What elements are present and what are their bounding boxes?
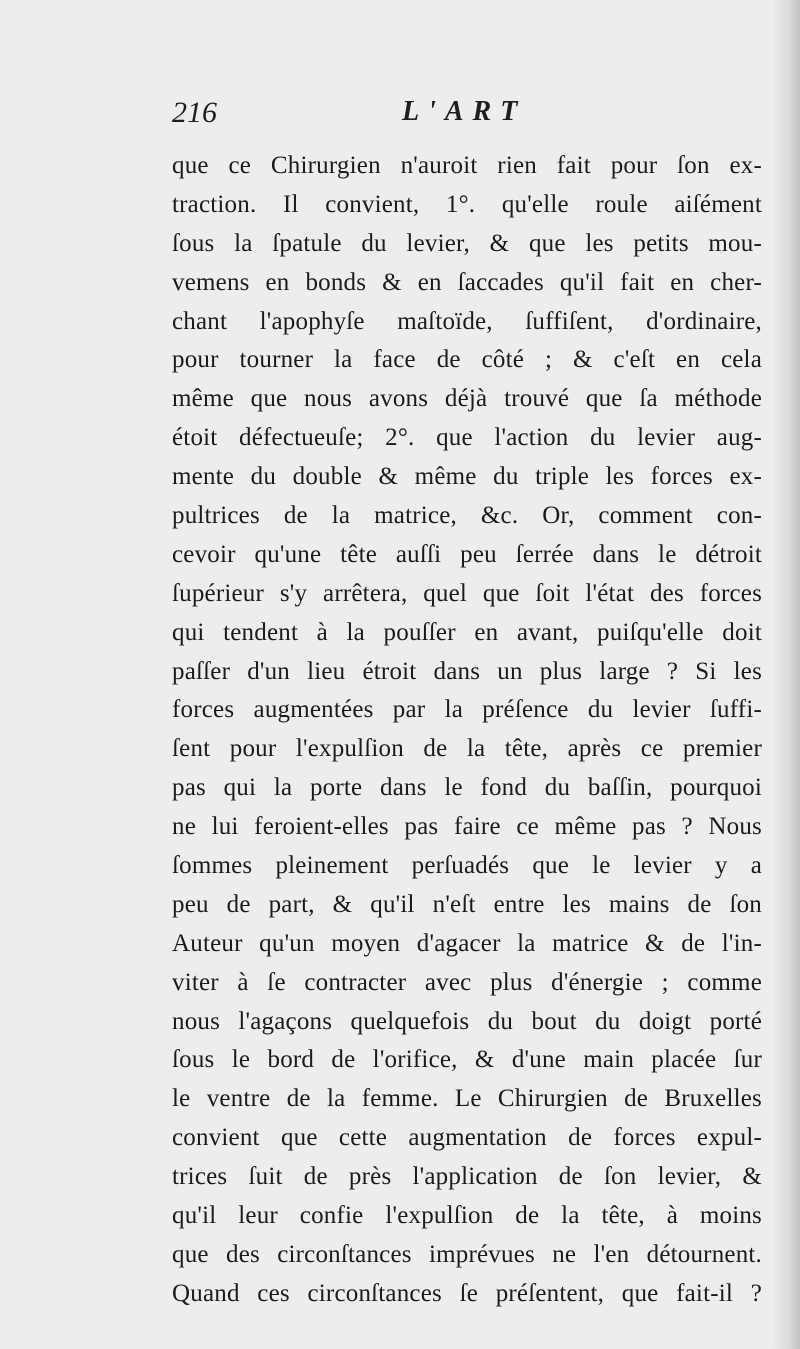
text-line: qu'il leur confie l'expulſion de la tête, à moins <box>172 1202 762 1230</box>
text-line: ſous la ſpatule du levier, & que les petits mou- <box>172 229 762 257</box>
text-line: cevoir qu'une tête auſſi peu ſerrée dans le détroit <box>172 540 762 568</box>
text-line: trices ſuit de près l'application de ſon levier, & <box>172 1163 762 1191</box>
text-line: convient que cette augmentation de forces expul- <box>172 1124 762 1152</box>
text-line: traction. Il convient, 1°. qu'elle roule aiſément <box>172 190 762 218</box>
text-line: pultrices de la matrice, &c. Or, comment con- <box>172 502 762 530</box>
text-line: paſſer d'un lieu étroit dans un plus large ? Si les <box>172 657 762 685</box>
text-line: ſent pour l'expulſion de la tête, après ce premier <box>172 735 762 763</box>
text-line: Quand ces circonſtances ſe préſentent, que fait-il ? <box>172 1279 762 1307</box>
text-line: mente du double & même du triple les forces ex- <box>172 463 762 491</box>
text-line: ſupérieur s'y arrêtera, quel que ſoit l'état des forces <box>172 579 762 607</box>
text-line: ne lui feroient-elles pas faire ce même pas ? Nous <box>172 813 762 841</box>
text-line: ſous le bord de l'orifice, & d'une main placée ſur <box>172 1046 762 1074</box>
text-line: pour tourner la face de côté ; & c'eſt en cela <box>172 346 762 374</box>
body-text <box>172 147 762 1314</box>
text-line: peu de part, & qu'il n'eſt entre les mains de ſon <box>172 890 762 918</box>
text-line: étoit défectueuſe; 2°. que l'action du levier aug- <box>172 424 762 452</box>
page-number: 216 <box>172 96 217 129</box>
text-line: forces augmentées par la préſence du levier ſuffi- <box>172 696 762 724</box>
text-line: nous l'agaçons quelquefois du bout du doigt porté <box>172 1007 762 1035</box>
text-line: même que nous avons déjà trouvé que ſa méthode <box>172 385 762 413</box>
page-header <box>172 96 772 136</box>
text-line: Auteur qu'un moyen d'agacer la matrice & de l'in- <box>172 929 762 957</box>
text-line: chant l'apophyſe maſtoïde, ſuffiſent, d'ordinaire, <box>172 307 762 335</box>
text-line: qui tendent à la pouſſer en avant, puiſqu'elle doit <box>172 618 762 646</box>
text-line: que des circonſtances imprévues ne l'en détournent. <box>172 1240 762 1268</box>
text-line: vemens en bonds & en ſaccades qu'il fait en cher- <box>172 268 762 296</box>
text-line: que ce Chirurgien n'auroit rien fait pour ſon ex- <box>172 152 762 179</box>
text-line: viter à ſe contracter avec plus d'énergie ; comme <box>172 968 762 996</box>
running-head: L'ART <box>402 96 527 127</box>
text-line: pas qui la porte dans le fond du baſſin, pourquoi <box>172 774 762 802</box>
text-line: le ventre de la femme. Le Chirurgien de Bruxelles <box>172 1085 762 1113</box>
text-line: ſommes pleinement perſuadés que le levier y a <box>172 852 762 880</box>
